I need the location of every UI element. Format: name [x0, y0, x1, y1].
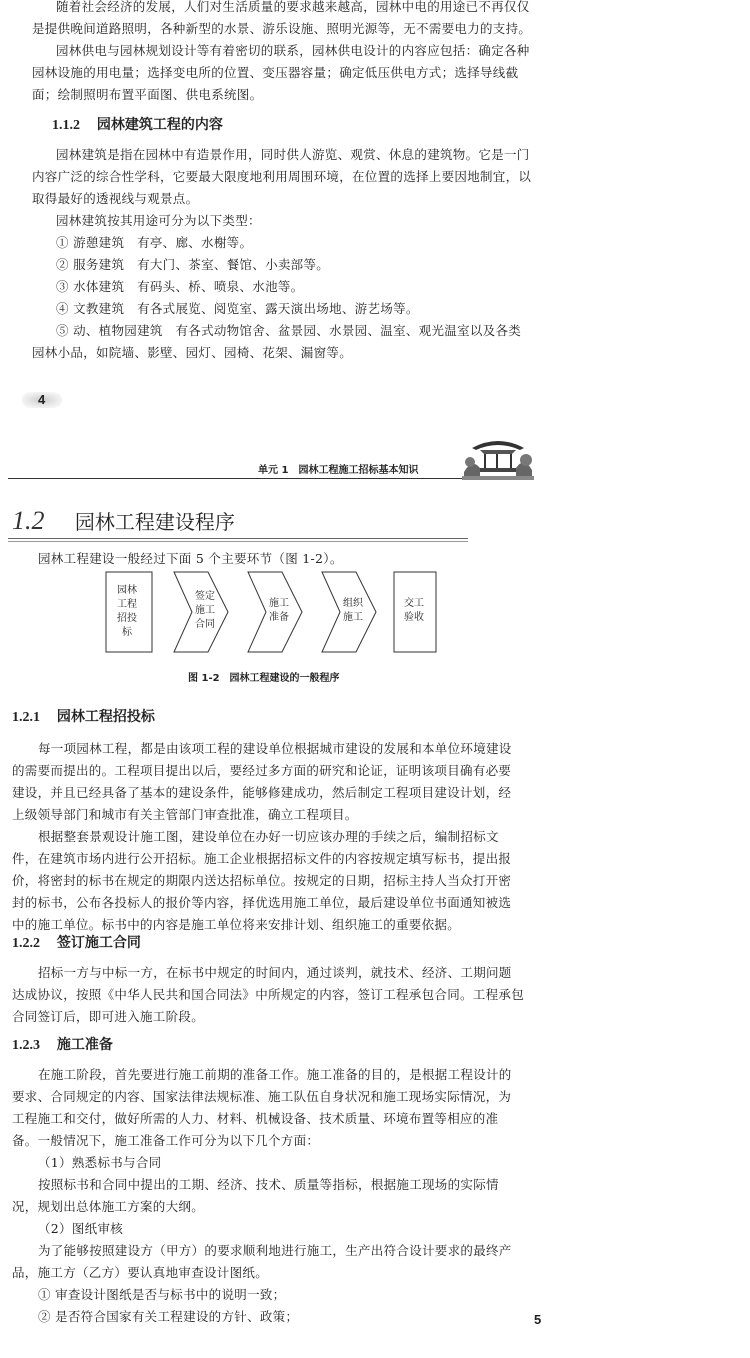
list-item: ⑤ 动、植物园建筑 有各式动物馆舍、盆景园、水景园、温室、观光温室以及各类 [56, 323, 522, 338]
section-number: 1.2.1 [12, 710, 40, 725]
list-item: ① 游憩建筑 有亭、廊、水榭等。 [56, 235, 253, 250]
running-header: 单元 1 园林工程施工招标基本知识 [258, 465, 419, 476]
flow-step-3: 施工 准备 [269, 598, 289, 623]
section-title: 签订施工合同 [56, 935, 141, 951]
para-line: 工程施工和交付，做好所需的人力、材料、机械设备、技术质量、环境布置等相应的准 [12, 1111, 499, 1126]
para-line: 园林建筑是指在园林中有造景作用，同时供人游览、观赏、休息的建筑物。它是一门 [56, 147, 530, 162]
item-title: （1）熟悉标书与合同 [38, 1155, 162, 1170]
list-item: ④ 文教建筑 有各式展览、阅览室、露天演出场地、游艺场等。 [56, 301, 419, 316]
para-line: 为了能够按照建设方（甲方）的要求顺利地进行施工，生产出符合设计要求的最终产 [38, 1243, 512, 1258]
pavilion-illustration-icon [462, 428, 534, 482]
intro-text: 园林工程建设一般经过下面 5 个主要环节（图 1-2）。 [38, 551, 343, 566]
chapter-number: 1.2 [12, 506, 45, 535]
list-item: ② 服务建筑 有大门、茶室、餐馆、小卖部等。 [56, 257, 330, 272]
section-heading-1-2-2 [12, 932, 141, 952]
para-line: 招标一方与中标一方，在标书中规定的时间内，通过谈判，就技术、经济、工期问题 [38, 965, 512, 980]
page-number-bottom: 5 [534, 1312, 542, 1327]
list-item: ③ 水体建筑 有码头、桥、喷泉、水池等。 [56, 279, 304, 294]
para-line: 园林供电与园林规划设计等有着密切的联系，园林供电设计的内容应包括：确定各种 [56, 43, 530, 58]
para-line: 备。一般情况下，施工准备工作可分为以下几个方面： [12, 1133, 320, 1148]
para-line: 在施工阶段，首先要进行施工前期的准备工作。施工准备的目的，是根据工程设计的 [38, 1067, 512, 1082]
chapter-title [12, 506, 235, 536]
section-number: 1.1.2 [52, 118, 80, 133]
para-line: 上级领导部门和城市有关主管部门审查批准，确立工程项目。 [12, 807, 358, 822]
header-rule [8, 478, 528, 479]
para-line: 封的标书，公布各投标人的报价等内容，择优选用施工单位，最后建设单位书面通知被选 [12, 895, 512, 910]
figure-caption: 图 1-2 园林工程建设的一般程序 [188, 673, 340, 684]
chapter-rule-thin [8, 541, 468, 542]
para-line: 的需要而提出的。工程项目提出以后，要经过多方面的研究和论证，证明该项目确有必要 [12, 763, 512, 778]
section-number: 1.2.2 [12, 936, 40, 951]
flow-step-4: 组织 施工 [343, 598, 363, 623]
para-line: 每一项园林工程，都是由该项工程的建设单位根据城市建设的发展和本单位环境建设 [38, 741, 512, 756]
section-number: 1.2.3 [12, 1038, 40, 1053]
para-line: 园林设施的用电量；选择变电所的位置、变压器容量；确定低压供电方式；选择导线截 [32, 65, 519, 80]
item-title: （2）图纸审核 [38, 1221, 124, 1236]
section-title: 园林工程招投标 [56, 709, 155, 725]
page-number: 4 [38, 392, 46, 407]
para-line: 内容广泛的综合性学科，它要最大限度地利用周围环境，在位置的选择上要因地制宜，以 [32, 169, 532, 184]
para-line: 是提供晚间道路照明，各种新型的水景、游乐设施、照明光源等，无不需要电力的支持。 [32, 21, 532, 36]
section-title: 施工准备 [56, 1037, 113, 1053]
flow-step-2: 签定 施工 合同 [195, 591, 215, 630]
section-heading-1-1-2 [52, 114, 223, 134]
sub-item: ② 是否符合国家有关工程建设的方针、政策； [38, 1309, 299, 1324]
flow-step-1: 园林 工程 招投 标 [117, 585, 137, 638]
para-line: 价，将密封的标书在规定的期限内送达招标单位。按规定的日期，招标主持人当众打开密 [12, 873, 512, 888]
para-line: 中的施工单位。标书中的内容是施工单位将来安排计划、组织施工的重要依据。 [12, 917, 461, 932]
para-line: 按照标书和合同中提出的工期、经济、技术、质量等指标，根据施工现场的实际情 [38, 1177, 499, 1192]
para-line: 况，规划出总体施工方案的大纲。 [12, 1199, 205, 1214]
para-line: 园林建筑按其用途可分为以下类型： [56, 213, 261, 228]
para-line: 随着社会经济的发展，人们对生活质量的要求越来越高，园林中电的用途已不再仅仅 [56, 0, 530, 14]
section-heading-1-2-3 [12, 1034, 113, 1054]
section-heading-1-2-1 [12, 706, 155, 726]
section-title: 园林建筑工程的内容 [96, 117, 223, 133]
sub-item: ① 审查设计图纸是否与标书中的说明一致； [38, 1287, 286, 1302]
para-line: 品，施工方（乙方）要认真地审查设计图纸。 [12, 1265, 269, 1280]
para-line: 要求、合同规定的内容、国家法律法规标准、施工队伍自身状况和施工现场实际情况，为 [12, 1089, 512, 1104]
para-line: 取得最好的透视线与观景点。 [32, 191, 199, 206]
chapter-title-text: 园林工程建设程序 [74, 510, 235, 534]
para-line: 达成协议，按照《中华人民共和国合同法》中所规定的内容，签订工程承包合同。工程承包 [12, 987, 525, 1002]
para-line: 根据整套景观设计施工图，建设单位在办好一切应该办理的手续之后，编制招标文 [38, 829, 499, 844]
para-line: 合同签订后，即可进入施工阶段。 [12, 1009, 205, 1024]
chapter-rule [8, 538, 468, 539]
list-item-continuation: 园林小品，如院墙、影壁、园灯、园椅、花架、漏窗等。 [32, 345, 353, 360]
para-line: 件，在建筑市场内进行公开招标。施工企业根据招标文件的内容按规定填写标书，提出报 [12, 851, 512, 866]
para-line: 面；绘制照明布置平面图、供电系统图。 [32, 87, 263, 102]
flow-step-5: 交工 验收 [404, 598, 424, 623]
para-line: 建设，并且已经具备了基本的建设条件，能够修建成功，然后制定工程项目建设计划，经 [12, 785, 512, 800]
